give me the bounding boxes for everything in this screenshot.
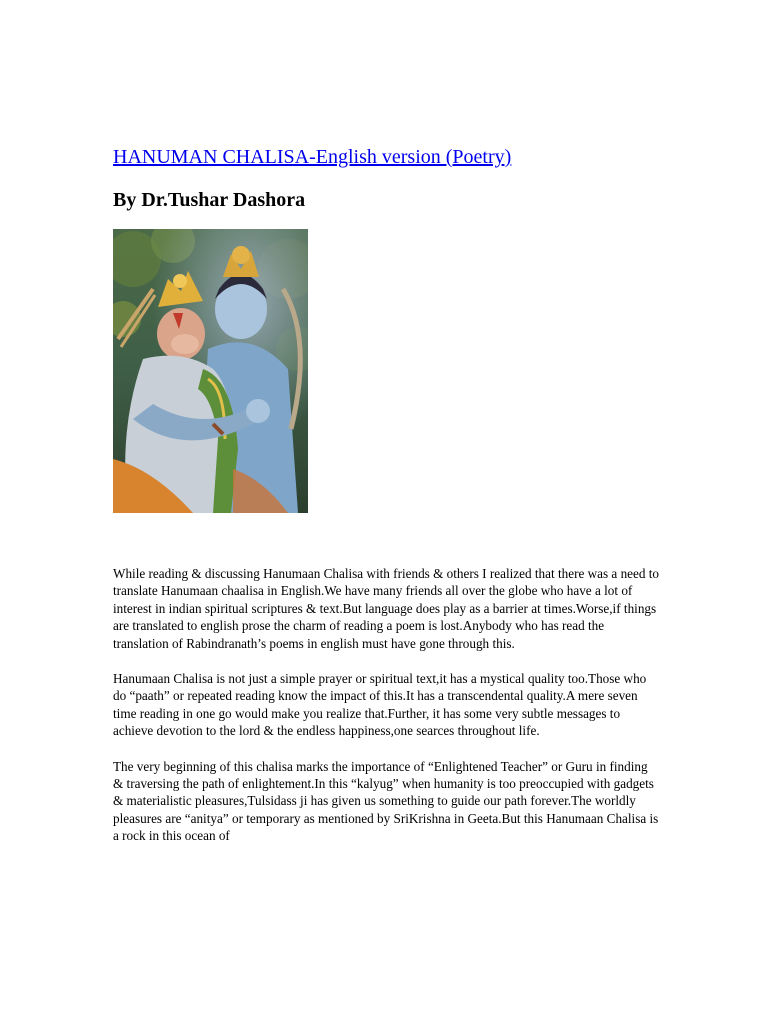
title-link[interactable]: HANUMAN CHALISA-English version (Poetry) [113,146,512,168]
author-byline: By Dr.Tushar Dashora [113,189,306,211]
paragraph-intro: While reading & discussing Hanumaan Chalisa with friends & others I realized that there was a need to translate Hanumaan chaalisa in English.We have many friends all over the globe who have a lot of interest in indian spiritual scriptures & text.But language does play as a barrier at times.Worse,if things are translated to english prose the charm of reading a poem is lost.Anybody who has read the translation of Rabindranath’s poems in english must have gone through this. [113,566,660,651]
paragraph-enlightened-teacher: The very beginning of this chalisa marks the importance of “Enlightened Teacher” or Guru in finding & traversing the path of enlightement.In this “kalyug” when humanity is too preoccupied with gadgets & materialistic pleasures,Tulsidass ji has given us something to guide our path forever.The worldly pleasures are “anitya” or temporary as mentioned by SriKrishna in Geeta.But this Hanumaan Chalisa is a rock in this ocean of [113,758,659,844]
paragraph-mystical-quality: Hanumaan Chalisa is not just a simple prayer or spiritual text,it has a mystical quality too.Those who do “paath” or repeated reading know the impact of this.It has a transcendental quality.A mere seven time reading in one go would make you realize that.Further, it has some very subtle messages to achieve devotion to the lord & the endless happiness,one searces throughout life. [113,671,647,739]
hanuman-rama-painting-icon [113,229,308,513]
document-title [113,144,511,170]
article-body [113,565,661,863]
